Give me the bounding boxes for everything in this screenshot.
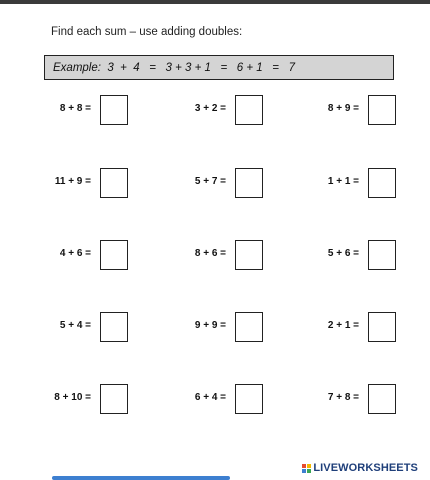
problem-cell: [306, 240, 396, 270]
answer-box[interactable]: [100, 95, 128, 125]
liveworksheets-logo-icon: [302, 464, 311, 473]
answer-box[interactable]: [235, 384, 263, 414]
problem-cell: [38, 384, 128, 414]
answer-box[interactable]: [368, 312, 396, 342]
brand-name: LIVEWORKSHEETS: [313, 462, 418, 474]
answer-box[interactable]: [100, 384, 128, 414]
brand-watermark: [302, 462, 418, 474]
problem-expression: 5 + 4 =: [59, 320, 91, 331]
answer-box[interactable]: [235, 312, 263, 342]
example-text: Example: 3 + 4 = 3 + 3 + 1 = 6 + 1 = 7: [53, 61, 295, 74]
answer-box[interactable]: [368, 240, 396, 270]
problem-cell: [306, 312, 396, 342]
problem-cell: [38, 95, 128, 125]
problem-cell: [38, 168, 128, 198]
problem-cell: [306, 95, 396, 125]
problem-expression: 8 + 9 =: [327, 103, 359, 114]
answer-box[interactable]: [235, 240, 263, 270]
problem-expression: 5 + 7 =: [194, 176, 226, 187]
problem-cell: [38, 240, 128, 270]
problem-expression: 6 + 4 =: [194, 392, 226, 403]
problem-expression: 8 + 10 =: [54, 392, 91, 403]
problem-expression: 5 + 6 =: [327, 248, 359, 259]
answer-box[interactable]: [235, 168, 263, 198]
answer-box[interactable]: [100, 240, 128, 270]
problem-expression: 8 + 8 =: [59, 103, 91, 114]
problem-cell: [173, 312, 263, 342]
top-bar: [0, 0, 430, 4]
problem-expression: 7 + 8 =: [327, 392, 359, 403]
problem-cell: [173, 168, 263, 198]
problem-expression: 2 + 1 =: [327, 320, 359, 331]
answer-box[interactable]: [368, 168, 396, 198]
answer-box[interactable]: [368, 95, 396, 125]
problem-expression: 9 + 9 =: [194, 320, 226, 331]
example-box: [44, 55, 394, 80]
instruction-text: Find each sum – use adding doubles:: [51, 26, 243, 38]
footer-accent-line: [52, 476, 230, 480]
answer-box[interactable]: [100, 168, 128, 198]
problem-expression: 8 + 6 =: [194, 248, 226, 259]
problem-expression: 3 + 2 =: [194, 103, 226, 114]
problem-cell: [306, 168, 396, 198]
answer-box[interactable]: [100, 312, 128, 342]
problem-cell: [173, 384, 263, 414]
problem-expression: 4 + 6 =: [59, 248, 91, 259]
problem-cell: [173, 95, 263, 125]
problem-expression: 1 + 1 =: [327, 176, 359, 187]
problem-cell: [173, 240, 263, 270]
problem-cell: [38, 312, 128, 342]
problem-expression: 11 + 9 =: [54, 176, 91, 187]
answer-box[interactable]: [235, 95, 263, 125]
answer-box[interactable]: [368, 384, 396, 414]
problem-cell: [306, 384, 396, 414]
